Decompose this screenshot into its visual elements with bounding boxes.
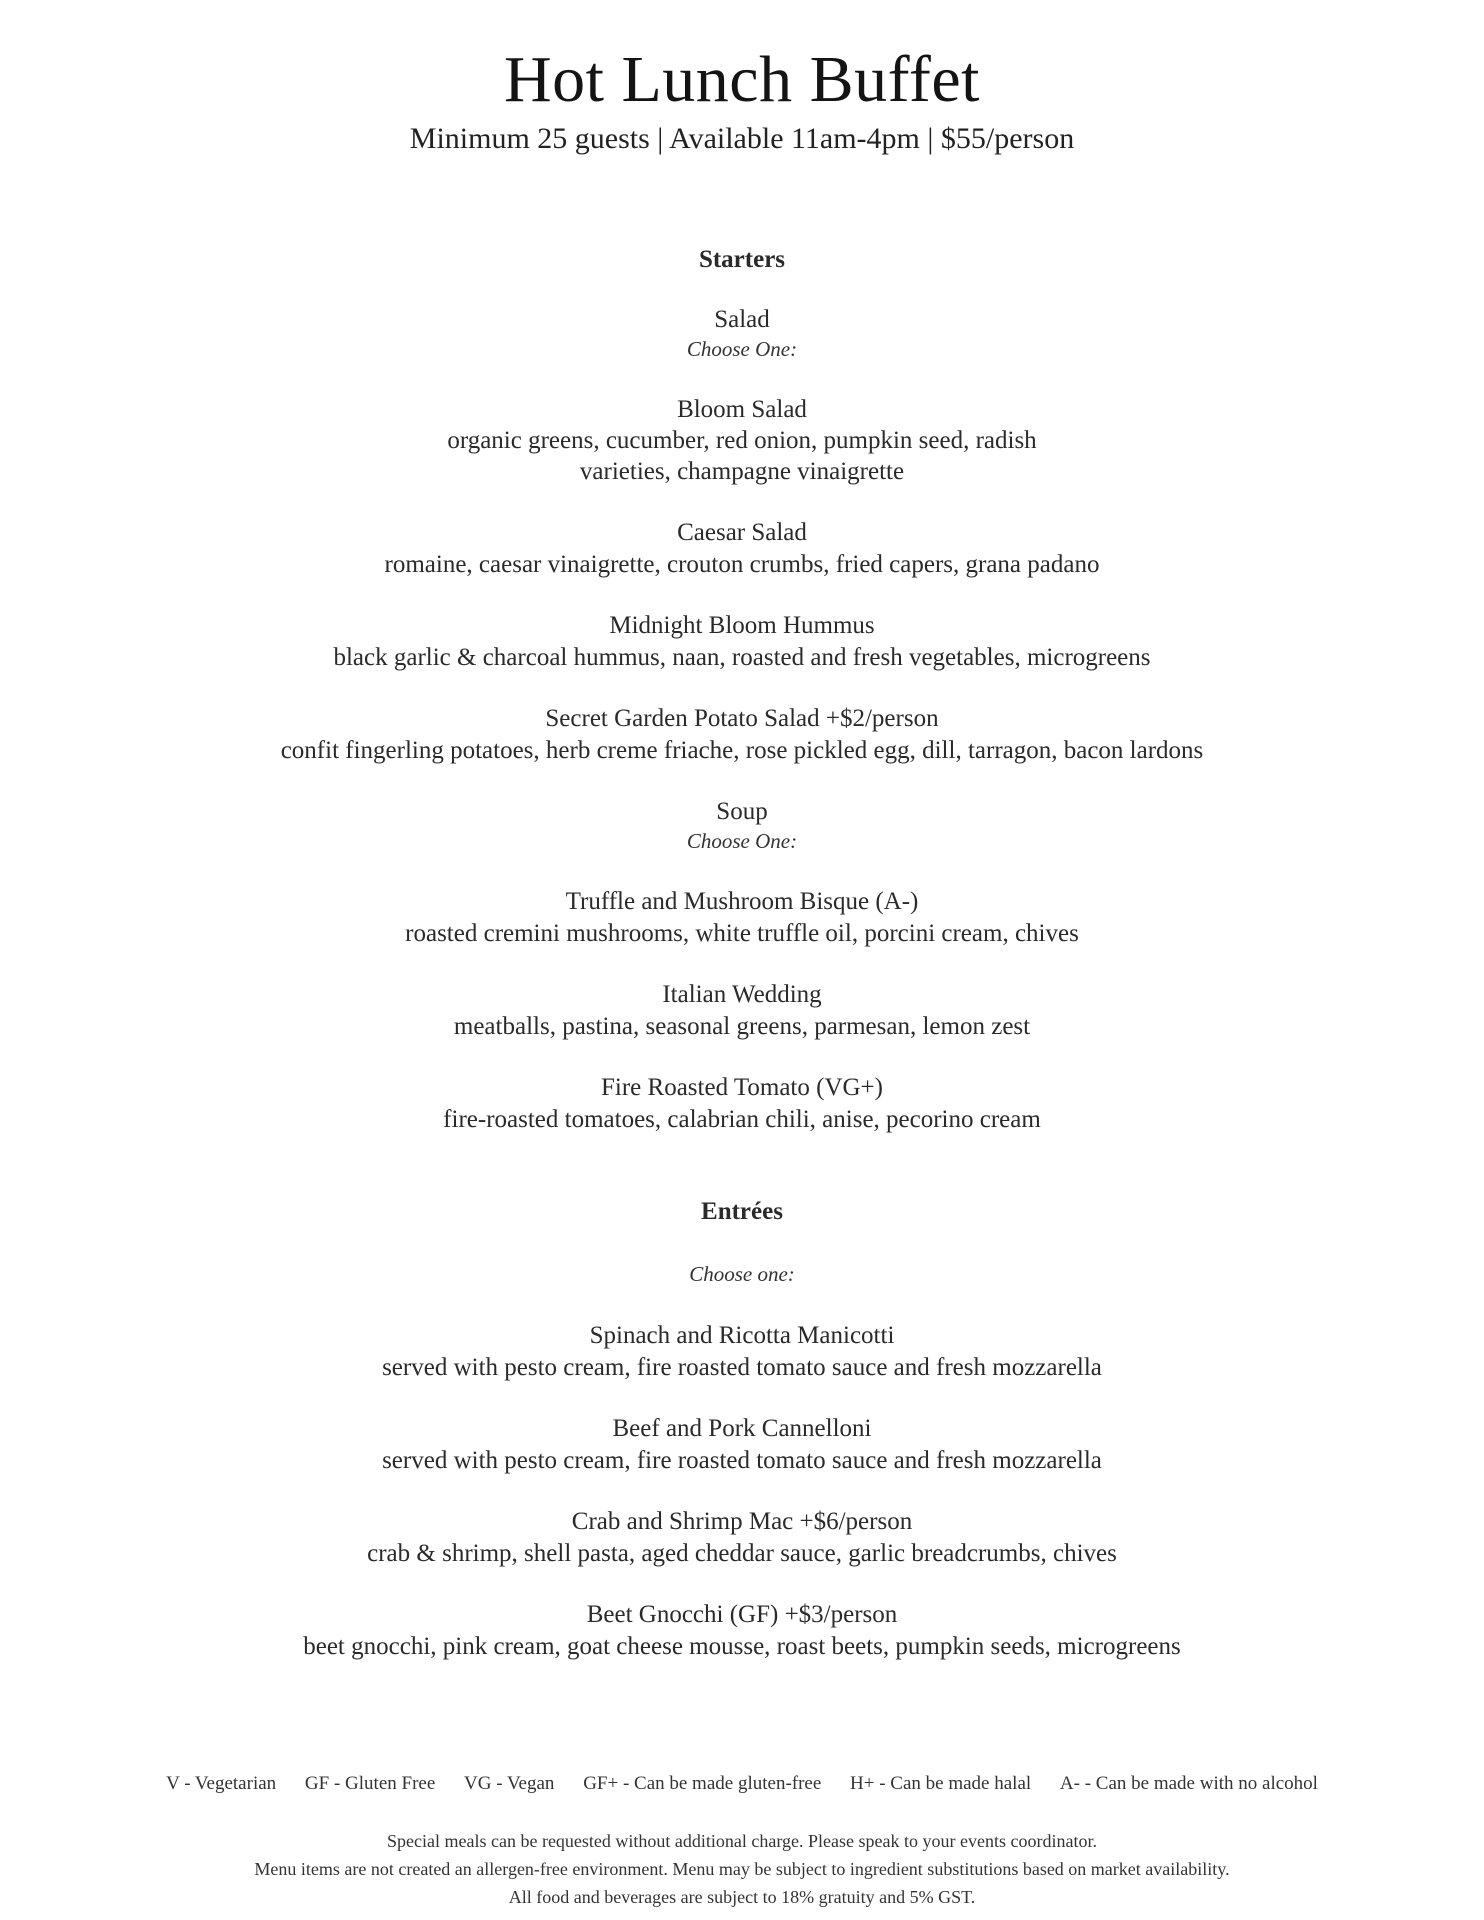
- menu-item-name: Caesar Salad: [677, 519, 807, 546]
- menu-item-name: Bloom Salad: [677, 396, 807, 423]
- group-heading-soup: Soup: [716, 798, 768, 825]
- legend-item: VG - Vegan: [464, 1773, 555, 1794]
- menu-item-desc: varieties, champagne vinaigrette: [579, 458, 905, 485]
- group-heading-salad: Salad: [714, 306, 770, 333]
- menu-item-name: Beef and Pork Cannelloni: [612, 1415, 872, 1442]
- menu-item-desc: black garlic & charcoal hummus, naan, roasted and fresh vegetables, microgreens: [333, 644, 1151, 671]
- legend-item: H+ - Can be made halal: [850, 1773, 1032, 1794]
- menu-item-desc: beet gnocchi, pink cream, goat cheese mousse, roast beets, pumpkin seeds, microgreens: [303, 1633, 1181, 1660]
- page-subtitle: Minimum 25 guests | Available 11am-4pm | $55/person: [409, 122, 1075, 155]
- menu-item-name: Beet Gnocchi (GF) +$3/person: [586, 1601, 898, 1628]
- menu-item-desc: organic greens, cucumber, red onion, pumpkin seed, radish: [447, 427, 1037, 454]
- footer-note: All food and beverages are subject to 18% gratuity and 5% GST.: [508, 1887, 976, 1907]
- menu-item-name: Fire Roasted Tomato (VG+): [601, 1074, 883, 1101]
- menu-item-name: Italian Wedding: [662, 981, 822, 1008]
- soup-choose-note: Choose One:: [686, 829, 798, 853]
- footer-note: Special meals can be requested without additional charge. Please speak to your events coordinator.: [387, 1831, 1097, 1851]
- dietary-legend: [0, 1773, 1484, 1795]
- footer-note: Menu items are not created an allergen-free environment. Menu may be subject to ingredient substitutions based on market availability.: [254, 1859, 1230, 1879]
- menu-item-desc: served with pesto cream, fire roasted tomato sauce and fresh mozzarella: [382, 1354, 1102, 1381]
- menu-item-name: Truffle and Mushroom Bisque (A-): [565, 888, 919, 915]
- menu-item-name: Midnight Bloom Hummus: [609, 612, 875, 639]
- menu-item-desc: meatballs, pastina, seasonal greens, parmesan, lemon zest: [453, 1013, 1031, 1040]
- menu-item-name: Secret Garden Potato Salad +$2/person: [545, 705, 939, 732]
- legend-item: A- - Can be made with no alcohol: [1059, 1773, 1318, 1794]
- menu-item-desc: romaine, caesar vinaigrette, crouton crumbs, fried capers, grana padano: [384, 551, 1100, 578]
- menu-item-name: Crab and Shrimp Mac +$6/person: [571, 1508, 913, 1535]
- section-heading-entrees: Entrées: [701, 1198, 783, 1225]
- salad-choose-note: Choose One:: [686, 337, 798, 361]
- legend-item: GF+ - Can be made gluten-free: [583, 1773, 822, 1794]
- legend-item: V - Vegetarian: [166, 1773, 277, 1794]
- menu-item-desc: roasted cremini mushrooms, white truffle oil, porcini cream, chives: [405, 920, 1079, 947]
- menu-item-desc: fire-roasted tomatoes, calabrian chili, anise, pecorino cream: [443, 1106, 1041, 1133]
- menu-item-desc: confit fingerling potatoes, herb creme friache, rose pickled egg, dill, tarragon, bacon lardons: [280, 737, 1204, 764]
- section-heading-starters: Starters: [698, 246, 786, 273]
- menu-item-desc: served with pesto cream, fire roasted tomato sauce and fresh mozzarella: [382, 1447, 1102, 1474]
- legend-item: GF - Gluten Free: [304, 1773, 436, 1794]
- entrees-choose-note: Choose one:: [689, 1262, 795, 1286]
- menu-item-name: Spinach and Ricotta Manicotti: [589, 1322, 895, 1349]
- menu-item-desc: crab & shrimp, shell pasta, aged cheddar sauce, garlic breadcrumbs, chives: [367, 1540, 1117, 1567]
- page-title: Hot Lunch Buffet: [503, 43, 981, 116]
